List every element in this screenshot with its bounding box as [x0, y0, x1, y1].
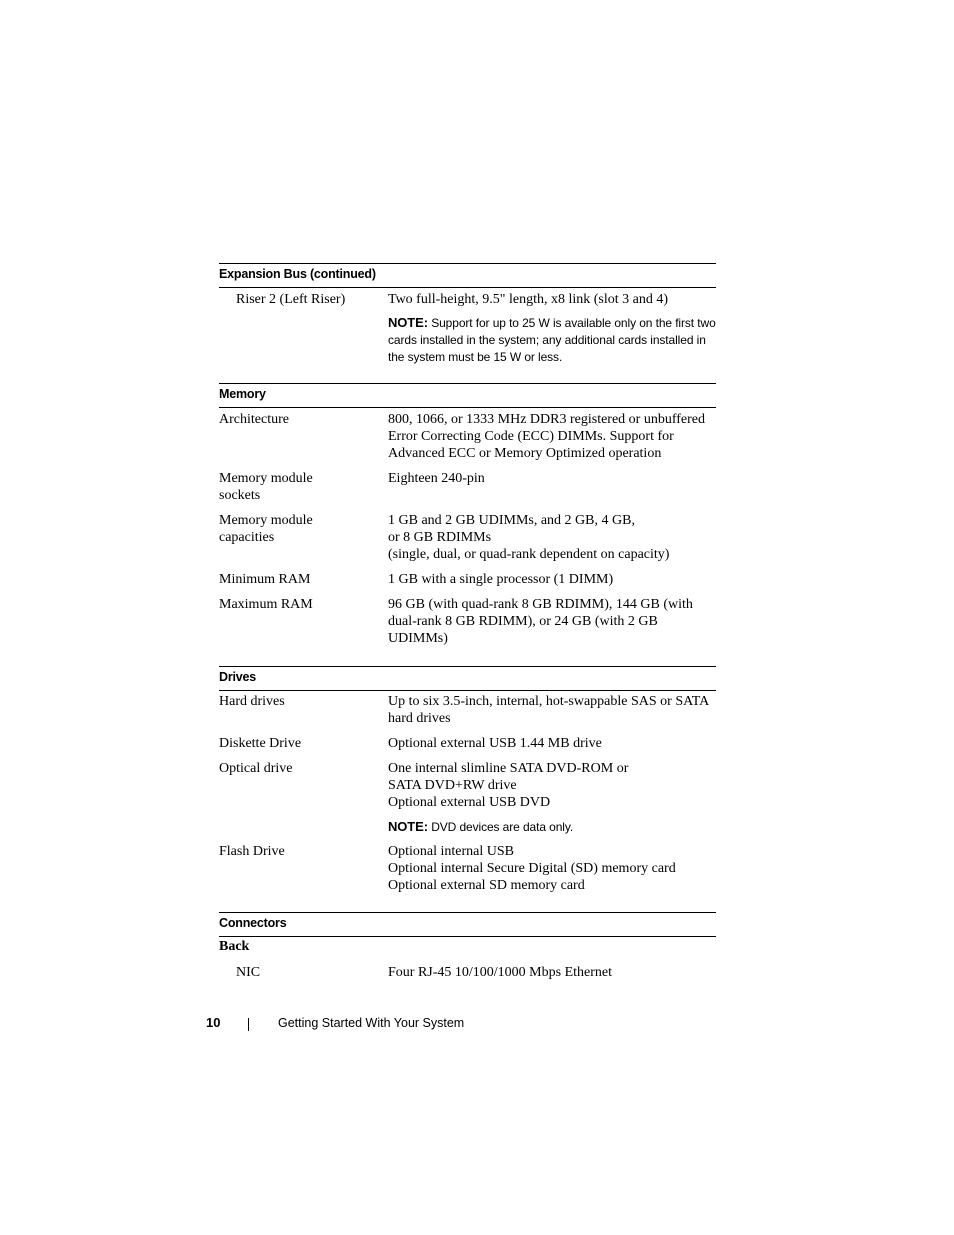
spec-label-nic: NIC: [236, 965, 261, 980]
spec-value-optical-drive: [388, 760, 718, 811]
spec-value-maximum-ram: 96 GB (with quad-rank 8 GB RDIMM), 144 GB (with dual-rank 8 GB RDIMM), or 24 GB (with 2 GB UDIMMs): [388, 597, 693, 646]
value-line: (single, dual, or quad-rank dependent on capacity): [388, 547, 670, 562]
section-header-drives: [219, 666, 716, 691]
spec-label-hard-drives: Hard drives: [219, 694, 285, 709]
spec-label-riser2: Riser 2 (Left Riser): [236, 292, 346, 307]
section-header-connectors: [219, 912, 716, 937]
spec-value-memory-capacities: [388, 512, 718, 563]
spec-label-memory-sockets: Memory module sockets: [219, 471, 313, 503]
value-line: Optional internal Secure Digital (SD) memory card: [388, 861, 676, 876]
spec-label-diskette-drive: Diskette Drive: [219, 736, 302, 751]
spec-label-memory-capacities: Memory module capacities: [219, 513, 313, 545]
value-line: Optional external SD memory card: [388, 878, 585, 893]
footer-title: Getting Started With Your System: [278, 1016, 465, 1030]
spec-value-minimum-ram: 1 GB with a single processor (1 DIMM): [388, 572, 614, 587]
spec-label-maximum-ram: Maximum RAM: [219, 597, 313, 612]
section-title: Expansion Bus (continued): [219, 267, 376, 281]
note-riser2: [388, 314, 718, 366]
spec-value-memory-sockets: Eighteen 240-pin: [388, 471, 485, 486]
value-line: One internal slimline SATA DVD-ROM or: [388, 761, 629, 776]
section-title: Connectors: [219, 916, 287, 930]
section-title: Memory: [219, 387, 266, 401]
footer-separator: [248, 1018, 249, 1031]
spec-label-optical-drive: Optical drive: [219, 761, 293, 776]
section-title: Drives: [219, 670, 257, 684]
spec-label-minimum-ram: Minimum RAM: [219, 572, 311, 587]
page-number: 10: [206, 1015, 221, 1030]
value-line: or 8 GB RDIMMs: [388, 530, 492, 545]
note-label: NOTE:: [388, 315, 428, 330]
note-optical-drive: [388, 818, 718, 836]
spec-value-riser2: Two full-height, 9.5" length, x8 link (slot 3 and 4): [388, 292, 669, 307]
note-text: DVD devices are data only.: [431, 820, 574, 834]
note-label: NOTE:: [388, 819, 428, 834]
spec-label-flash-drive: Flash Drive: [219, 844, 285, 859]
sub-header-back: Back: [219, 939, 250, 954]
section-header-memory: [219, 383, 716, 408]
value-line: Optional internal USB: [388, 844, 514, 859]
value-line: Optional external USB DVD: [388, 795, 551, 810]
spec-value-hard-drives: Up to six 3.5-inch, internal, hot-swappable SAS or SATA hard drives: [388, 694, 709, 726]
section-header-expansion-bus: [219, 263, 716, 288]
spec-value-flash-drive: [388, 843, 718, 894]
spec-value-architecture: 800, 1066, or 1333 MHz DDR3 registered or unbuffered Error Correcting Code (ECC) DIMMs. Support for Advanced ECC or Memory Optimized operation: [388, 412, 706, 461]
value-line: 1 GB and 2 GB UDIMMs, and 2 GB, 4 GB,: [388, 513, 635, 528]
spec-label-architecture: Architecture: [219, 412, 289, 427]
note-text: Support for up to 25 W is available only on the first two cards installed in the system; any additional cards installed in the system must be 15 W or less.: [388, 316, 716, 364]
value-line: SATA DVD+RW drive: [388, 778, 517, 793]
spec-value-nic: Four RJ-45 10/100/1000 Mbps Ethernet: [388, 965, 612, 980]
spec-value-diskette-drive: Optional external USB 1.44 MB drive: [388, 736, 602, 751]
